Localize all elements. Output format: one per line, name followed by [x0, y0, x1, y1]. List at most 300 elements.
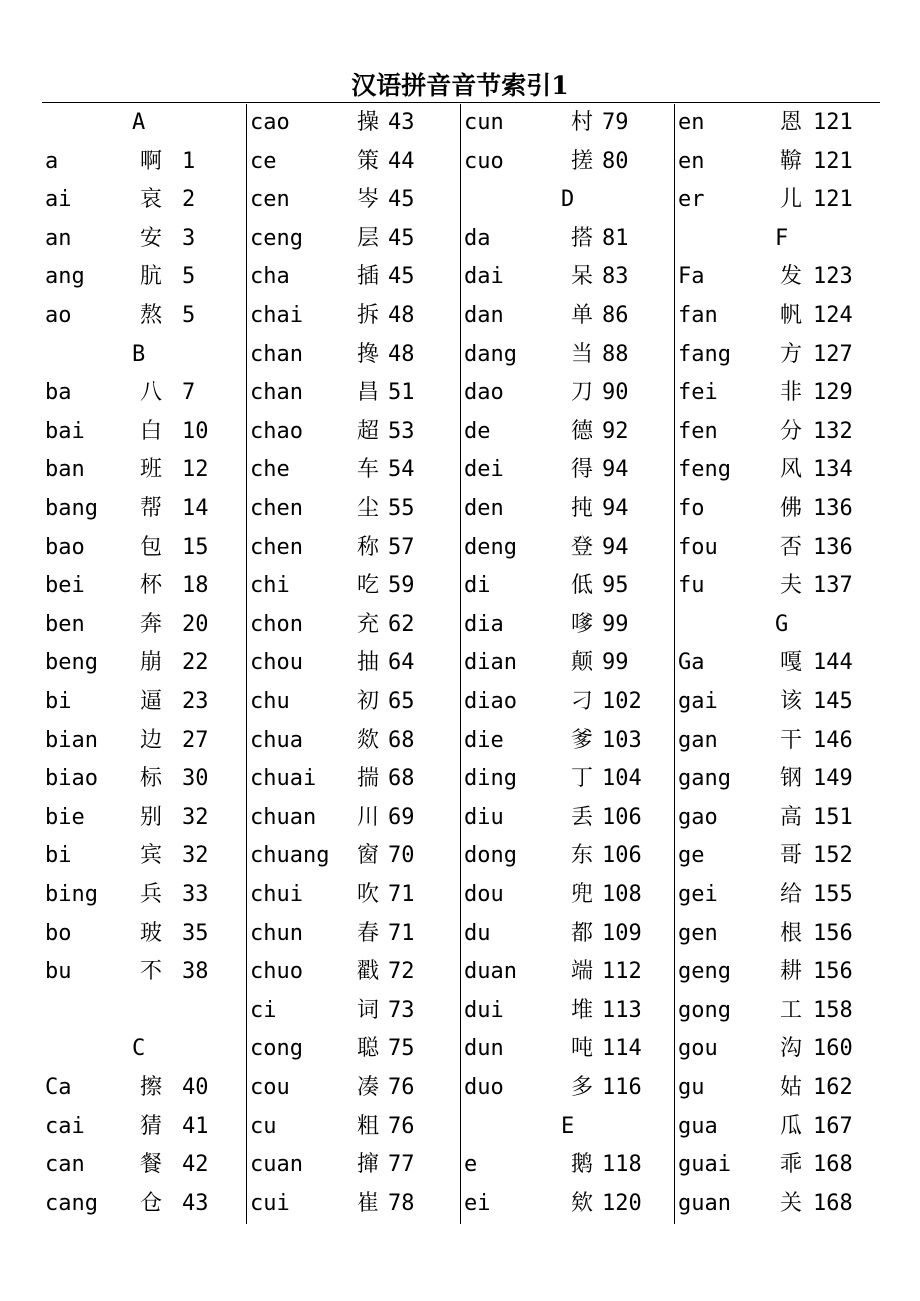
page-number: 156	[813, 920, 853, 946]
index-column-3	[460, 104, 675, 1224]
page-number: 99	[602, 611, 629, 637]
hanzi: 得	[571, 457, 594, 483]
index-entry	[247, 915, 461, 954]
page-number: 155	[813, 882, 853, 907]
hanzi: 姑	[780, 1075, 803, 1100]
page-number: 7	[182, 380, 196, 406]
pinyin: dai	[464, 264, 504, 290]
hanzi: 爹	[571, 727, 594, 753]
hanzi: 佛	[780, 496, 803, 521]
pinyin: dun	[464, 1036, 504, 1062]
page-number: 132	[813, 418, 853, 444]
pinyin: cen	[250, 187, 290, 213]
pinyin: chi	[250, 573, 290, 599]
page-number: 145	[813, 689, 853, 714]
pinyin: chan	[250, 380, 303, 406]
pinyin: guai	[678, 1152, 731, 1178]
index-entry	[461, 374, 675, 413]
index-entry	[675, 143, 881, 182]
hanzi: 哀	[140, 187, 163, 213]
pinyin: dan	[464, 303, 504, 328]
pinyin: dei	[464, 457, 504, 483]
index-entry	[42, 606, 246, 645]
page-number: 65	[388, 689, 415, 714]
pinyin: cu	[250, 1113, 277, 1139]
page-number: 118	[602, 1152, 642, 1178]
page-number: 43	[182, 1190, 209, 1216]
index-entry	[247, 1069, 461, 1108]
hanzi: 窗	[357, 843, 380, 869]
index-entry	[247, 953, 461, 992]
hanzi: 尘	[357, 496, 380, 521]
page-number: 168	[813, 1152, 853, 1178]
pinyin: ci	[250, 997, 277, 1023]
page-number: 134	[813, 457, 853, 483]
page-number: 94	[602, 457, 629, 483]
hanzi: 帆	[780, 303, 803, 328]
hanzi: 夫	[780, 573, 803, 599]
index-entry	[461, 143, 675, 182]
index-entry	[675, 1069, 881, 1108]
index-entry	[42, 143, 246, 182]
page-number: 149	[813, 766, 853, 792]
page-number: 38	[182, 959, 209, 985]
page-number: 45	[388, 187, 415, 213]
page-number: 146	[813, 727, 853, 753]
section-header	[461, 1108, 675, 1147]
pinyin: cui	[250, 1190, 290, 1216]
page-number: 71	[388, 882, 415, 907]
hanzi: 颠	[571, 650, 594, 676]
section-header	[461, 181, 675, 220]
hanzi: 登	[571, 534, 594, 560]
pinyin: gai	[678, 689, 718, 714]
section-letter: B	[132, 341, 146, 367]
page-number: 92	[602, 418, 629, 444]
index-entry	[461, 567, 675, 606]
hanzi: 鞥	[780, 148, 803, 174]
pinyin: ce	[250, 148, 277, 174]
pinyin: cuo	[464, 148, 504, 174]
pinyin: deng	[464, 534, 517, 560]
pinyin: gan	[678, 727, 718, 753]
page-number: 76	[388, 1113, 415, 1139]
pinyin: gei	[678, 882, 718, 907]
index-entry	[247, 722, 461, 761]
pinyin: chen	[250, 534, 303, 560]
page-number: 103	[602, 727, 642, 753]
index-entry	[675, 258, 881, 297]
hanzi: 都	[571, 920, 594, 946]
page-number: 10	[182, 418, 209, 444]
pinyin: dui	[464, 997, 504, 1023]
hanzi: 耕	[780, 959, 803, 985]
page-number: 18	[182, 573, 209, 599]
hanzi: 关	[780, 1190, 803, 1216]
index-entry	[675, 760, 881, 799]
page-number: 167	[813, 1113, 853, 1139]
index-entry	[461, 799, 675, 838]
pinyin: duan	[464, 959, 517, 985]
section-letter: C	[132, 1036, 146, 1062]
pinyin: de	[464, 418, 491, 444]
index-entry	[247, 297, 461, 336]
index-entry	[247, 104, 461, 143]
page-number: 70	[388, 843, 415, 869]
pinyin: ceng	[250, 225, 303, 251]
pinyin: fo	[678, 496, 705, 521]
hanzi: 乖	[780, 1152, 803, 1178]
page-number: 72	[388, 959, 415, 985]
index-entry	[247, 181, 461, 220]
hanzi: 端	[571, 959, 594, 985]
hanzi: 初	[357, 689, 380, 714]
index-entry	[247, 1185, 461, 1224]
pinyin: dang	[464, 341, 517, 367]
page-number: 137	[813, 573, 853, 599]
hanzi: 操	[357, 110, 380, 135]
section-letter: G	[775, 611, 789, 637]
pinyin: gong	[678, 997, 731, 1023]
hanzi: 春	[357, 920, 380, 946]
index-entry	[42, 297, 246, 336]
hanzi: 崔	[357, 1190, 380, 1216]
page-title: 汉语拼音音节索引1	[351, 71, 569, 100]
page-number: 113	[602, 997, 642, 1023]
index-entry	[675, 567, 881, 606]
section-header	[42, 104, 246, 143]
index-entry	[675, 181, 881, 220]
page-number: 80	[602, 148, 629, 174]
index-entry	[675, 297, 881, 336]
hanzi: 丢	[571, 804, 594, 830]
pinyin: chuan	[250, 804, 317, 830]
index-entry	[675, 104, 881, 143]
pinyin: geng	[678, 959, 731, 985]
hanzi: 给	[780, 882, 803, 907]
hanzi: 车	[357, 457, 380, 483]
pinyin: gu	[678, 1075, 705, 1100]
hanzi: 不	[140, 959, 163, 985]
page-number: 121	[813, 148, 853, 174]
pinyin: beng	[45, 650, 98, 676]
page-number: 32	[182, 804, 209, 830]
pinyin: cang	[45, 1190, 98, 1216]
pinyin: fan	[678, 303, 718, 328]
pinyin: diu	[464, 804, 504, 830]
hanzi: 嗲	[571, 611, 594, 637]
index-entry	[461, 1146, 675, 1185]
page-number: 45	[388, 264, 415, 290]
hanzi: 兵	[140, 882, 163, 907]
index-entry	[247, 336, 461, 375]
page-number: 3	[182, 225, 196, 251]
hanzi: 玻	[140, 920, 163, 946]
index-entry	[461, 258, 675, 297]
pinyin: cun	[464, 110, 504, 135]
hanzi: 欻	[357, 727, 380, 753]
hanzi: 吹	[357, 882, 380, 907]
index-entry	[247, 1108, 461, 1147]
page-number: 114	[602, 1036, 642, 1062]
page-number: 68	[388, 727, 415, 753]
page-number: 104	[602, 766, 642, 792]
page-number: 116	[602, 1075, 642, 1100]
index-entry	[675, 953, 881, 992]
page-number: 40	[182, 1075, 209, 1100]
pinyin: cong	[250, 1036, 303, 1062]
index-entry	[675, 644, 881, 683]
hanzi: 哥	[780, 843, 803, 869]
index-entry	[675, 1030, 881, 1069]
index-entry	[675, 915, 881, 954]
pinyin: chuang	[250, 843, 330, 869]
index-entry	[42, 953, 246, 992]
index-entry	[42, 181, 246, 220]
index-entry	[675, 876, 881, 915]
hanzi: 堆	[571, 997, 594, 1023]
index-entry	[247, 143, 461, 182]
hanzi: 聪	[357, 1036, 380, 1062]
index-entry	[247, 413, 461, 452]
hanzi: 别	[140, 804, 163, 830]
hanzi: 欸	[571, 1190, 594, 1216]
index-entry	[247, 760, 461, 799]
pinyin: bang	[45, 496, 98, 521]
pinyin: che	[250, 457, 290, 483]
hanzi: 八	[140, 380, 163, 406]
index-entry	[247, 1030, 461, 1069]
hanzi: 兜	[571, 882, 594, 907]
pinyin: ei	[464, 1190, 491, 1216]
hanzi: 丁	[571, 766, 594, 792]
hanzi: 瓜	[780, 1113, 803, 1139]
index-entry	[461, 1030, 675, 1069]
index-entry	[461, 992, 675, 1031]
section-letter: D	[561, 187, 575, 213]
pinyin: chu	[250, 689, 290, 714]
hanzi: 戳	[357, 959, 380, 985]
index-entry	[461, 297, 675, 336]
pinyin: fu	[678, 573, 705, 599]
hanzi: 策	[357, 148, 380, 174]
index-entry	[42, 567, 246, 606]
pinyin: a	[45, 148, 59, 174]
page-number: 43	[388, 110, 415, 135]
hanzi: 鹅	[571, 1152, 594, 1178]
page-number: 121	[813, 187, 853, 213]
page-number: 15	[182, 534, 209, 560]
page-number: 79	[602, 110, 629, 135]
index-entry	[247, 837, 461, 876]
hanzi: 搓	[571, 148, 594, 174]
index-entry	[247, 644, 461, 683]
index-entry	[247, 490, 461, 529]
hanzi: 粗	[357, 1113, 380, 1139]
index-entry	[42, 220, 246, 259]
index-entry	[42, 413, 246, 452]
section-letter: F	[775, 225, 789, 251]
pinyin: gen	[678, 920, 718, 946]
index-entry	[675, 799, 881, 838]
index-entry	[42, 451, 246, 490]
index-entry	[247, 876, 461, 915]
hanzi: 标	[140, 766, 163, 792]
hanzi: 宾	[140, 843, 163, 869]
pinyin: bie	[45, 804, 85, 830]
hanzi: 钢	[780, 766, 803, 792]
page-number: 120	[602, 1190, 642, 1216]
hanzi: 工	[780, 997, 803, 1023]
pinyin: ai	[45, 187, 72, 213]
hanzi: 川	[357, 804, 380, 830]
index-entry	[42, 760, 246, 799]
hanzi: 超	[357, 418, 380, 444]
hanzi: 扽	[571, 496, 594, 521]
index-entry	[247, 529, 461, 568]
page-number: 48	[388, 303, 415, 328]
pinyin: diao	[464, 689, 517, 714]
index-entry	[675, 451, 881, 490]
page-number: 94	[602, 496, 629, 521]
hanzi: 儿	[780, 187, 803, 213]
index-entry	[675, 490, 881, 529]
hanzi: 分	[780, 418, 803, 444]
hanzi: 安	[140, 225, 163, 251]
index-column-4	[674, 104, 881, 1224]
index-entry	[461, 220, 675, 259]
hanzi: 沟	[780, 1036, 803, 1062]
pinyin: chou	[250, 650, 303, 676]
page-number: 99	[602, 650, 629, 676]
hanzi: 岑	[357, 187, 380, 213]
page-number: 5	[182, 264, 196, 290]
hanzi: 肮	[140, 264, 163, 290]
pinyin: ben	[45, 611, 85, 637]
pinyin: chui	[250, 882, 303, 907]
index-entry	[247, 258, 461, 297]
page-number: 76	[388, 1075, 415, 1100]
pinyin: die	[464, 727, 504, 753]
pinyin: en	[678, 110, 705, 135]
page-number: 78	[388, 1190, 415, 1216]
pinyin: an	[45, 225, 72, 251]
page-number: 57	[388, 534, 415, 560]
index-entry	[461, 915, 675, 954]
page-number: 109	[602, 920, 642, 946]
index-entry	[461, 529, 675, 568]
pinyin: en	[678, 148, 705, 174]
page-number: 32	[182, 843, 209, 869]
pinyin: chan	[250, 341, 303, 367]
pinyin: chao	[250, 418, 303, 444]
pinyin: cou	[250, 1075, 290, 1100]
section-header	[42, 1030, 246, 1069]
index-entry	[675, 413, 881, 452]
index-entry	[42, 799, 246, 838]
title-rule	[42, 102, 880, 103]
pinyin: bu	[45, 959, 72, 985]
pinyin: can	[45, 1152, 85, 1178]
index-entry	[42, 722, 246, 761]
page-number: 124	[813, 303, 853, 328]
index-column-2	[246, 104, 461, 1224]
pinyin: den	[464, 496, 504, 521]
index-entry	[247, 606, 461, 645]
pinyin: duo	[464, 1075, 504, 1100]
index-entry	[247, 567, 461, 606]
hanzi: 凑	[357, 1075, 380, 1100]
pinyin: di	[464, 573, 491, 599]
hanzi: 揣	[357, 766, 380, 792]
pinyin: chun	[250, 920, 303, 946]
pinyin: guan	[678, 1190, 731, 1216]
page-number: 77	[388, 1152, 415, 1178]
pinyin: Ga	[678, 650, 705, 676]
index-entry	[461, 336, 675, 375]
pinyin: fen	[678, 418, 718, 444]
index-entry	[461, 953, 675, 992]
hanzi: 猜	[140, 1113, 163, 1139]
page-number: 95	[602, 573, 629, 599]
index-entry	[42, 915, 246, 954]
hanzi: 该	[780, 689, 803, 714]
page-number: 81	[602, 225, 629, 251]
index-entry	[42, 490, 246, 529]
pinyin: gua	[678, 1113, 718, 1139]
index-entry	[42, 1146, 246, 1185]
pinyin: dia	[464, 611, 504, 637]
section-letter: E	[561, 1113, 575, 1139]
page-number: 152	[813, 843, 853, 869]
page-number: 53	[388, 418, 415, 444]
pinyin: gang	[678, 766, 731, 792]
pinyin: bao	[45, 534, 85, 560]
hanzi: 东	[571, 843, 594, 869]
page-number: 54	[388, 457, 415, 483]
section-header	[675, 220, 881, 259]
page-number: 94	[602, 534, 629, 560]
hanzi: 层	[357, 225, 380, 251]
index-entry	[675, 1146, 881, 1185]
index-entry	[675, 336, 881, 375]
index-entry	[675, 837, 881, 876]
section-header	[42, 336, 246, 375]
page-number: 42	[182, 1152, 209, 1178]
pinyin: ding	[464, 766, 517, 792]
pinyin: fei	[678, 380, 718, 406]
hanzi: 多	[571, 1075, 594, 1100]
page-number: 69	[388, 804, 415, 830]
index-entry	[247, 992, 461, 1031]
page-number: 59	[388, 573, 415, 599]
hanzi: 高	[780, 804, 803, 830]
index-entry	[461, 413, 675, 452]
pinyin: bai	[45, 418, 85, 444]
page-number: 129	[813, 380, 853, 406]
index-entry	[461, 722, 675, 761]
pinyin: bei	[45, 573, 85, 599]
hanzi: 风	[780, 457, 803, 483]
index-entry	[675, 683, 881, 722]
section-header	[675, 606, 881, 645]
pinyin: bi	[45, 843, 72, 869]
index-entry	[461, 876, 675, 915]
hanzi: 边	[140, 727, 163, 753]
index-entry	[675, 529, 881, 568]
pinyin: dian	[464, 650, 517, 676]
index-entry	[461, 760, 675, 799]
